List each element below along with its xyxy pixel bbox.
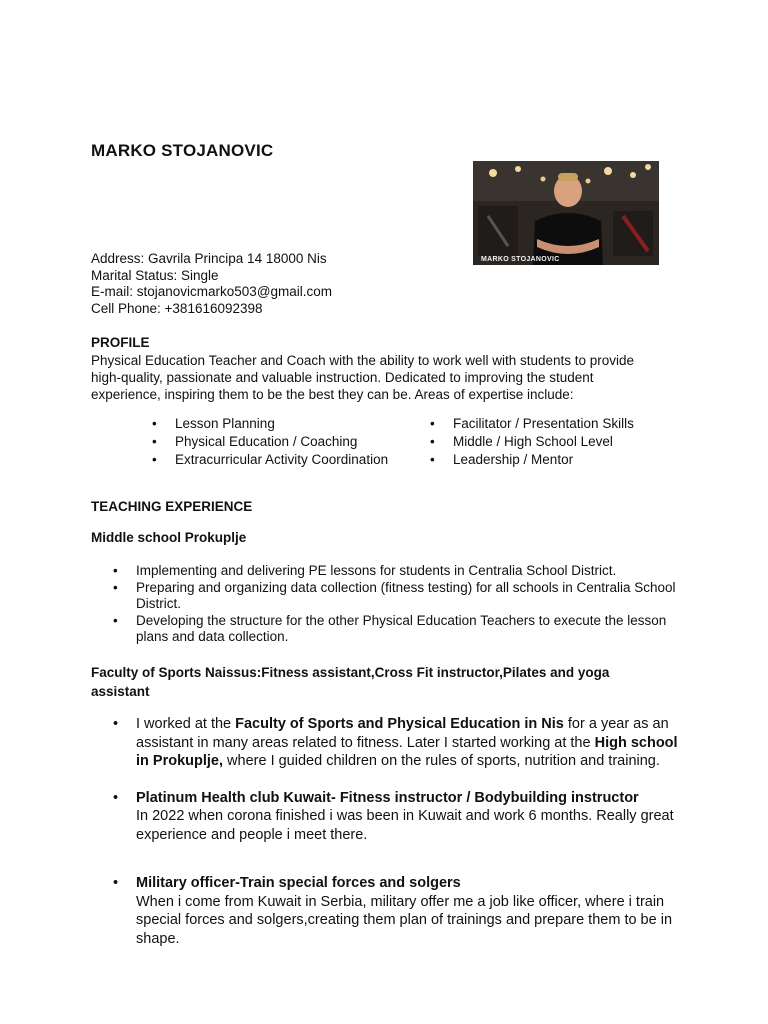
experience-item	[113, 874, 681, 948]
skill-item: • Extracurricular Activity Coordination	[152, 452, 389, 467]
bullet-icon: •	[113, 875, 119, 891]
experience-title: Military officer-Train special forces and solgers	[136, 875, 461, 891]
skill-item: • Middle / High School Level	[430, 434, 613, 449]
address: Address: Gavrila Principa 14 18000 Nis	[91, 251, 327, 266]
bullet-icon: •	[113, 563, 118, 578]
skills-left	[152, 415, 389, 469]
list-item: • Implementing and delivering PE lessons for students in Centralia School District.	[113, 563, 617, 578]
job2-list	[113, 715, 681, 948]
bullet-icon: •	[152, 416, 157, 431]
profile-heading: PROFILE	[91, 335, 150, 350]
bullet-icon: •	[430, 434, 435, 449]
job2-title: Faculty of Sports Naissus:Fitness assistant,Cross Fit instructor,Pilates and yoga assistant	[91, 665, 610, 699]
bullet-icon: •	[113, 612, 118, 628]
bullet-icon: •	[113, 789, 119, 806]
list-item: • Developing the structure for the other Physical Education Teachers to execute the lesson plans and data collection.	[113, 612, 667, 644]
photo-caption: MARKO STOJANOVIC	[481, 256, 560, 263]
profile-text: Physical Education Teacher and Coach with the ability to work well with students to provide high-quality, passionate and valuable instruction. Dedicated to improving the student experience, inspiring them to be the best they can be. Areas of expertise include:	[91, 353, 635, 402]
candidate-name: MARKO STOJANOVIC	[91, 141, 274, 160]
experience-text: When i come from Kuwait in Serbia, military offer me a job like officer, where i train special forces and solgers,creating them plan of trainings and prepare them to be in shape.	[136, 893, 673, 947]
job1-title: Middle school Prokuplje	[91, 530, 247, 545]
email: E-mail: stojanovicmarko503@gmail.com	[91, 284, 333, 299]
experience-item	[113, 789, 681, 845]
marital-status: Marital Status: Single	[91, 267, 219, 283]
bullet-icon: •	[430, 416, 435, 431]
experience-title: Platinum Health club Kuwait- Fitness instructor / Bodybuilding instructor	[136, 789, 639, 806]
bullet-icon: •	[113, 716, 119, 732]
profile-photo	[473, 161, 659, 265]
experience-item: • I worked at the Faculty of Sports and Physical Education in Nis for a year as an assistant in many areas related to fitness. Later I started working at the High school in Prokuplje, where I guided children on the rules of sports, nutrition and training.	[113, 716, 678, 769]
teaching-heading: TEACHING EXPERIENCE	[91, 499, 253, 514]
skill-item: • Facilitator / Presentation Skills	[430, 416, 634, 431]
contact-block	[91, 251, 332, 317]
bullet-icon: •	[113, 579, 118, 595]
skill-item: • Lesson Planning	[152, 416, 275, 431]
skill-item: • Leadership / Mentor	[430, 452, 574, 467]
skill-item: • Physical Education / Coaching	[152, 434, 358, 449]
job1-list	[113, 563, 676, 646]
experience-text: In 2022 when corona finished i was been in Kuwait and work 6 months. Really great experience and people i meet there.	[136, 808, 674, 843]
bullet-icon: •	[430, 452, 435, 467]
cell-phone: Cell Phone: +381616092398	[91, 300, 263, 316]
list-item: • Preparing and organizing data collection (fitness testing) for all schools in Centralia School District.	[113, 579, 676, 611]
bullet-icon: •	[152, 452, 157, 467]
skills-right	[430, 415, 634, 469]
bullet-icon: •	[152, 434, 157, 449]
